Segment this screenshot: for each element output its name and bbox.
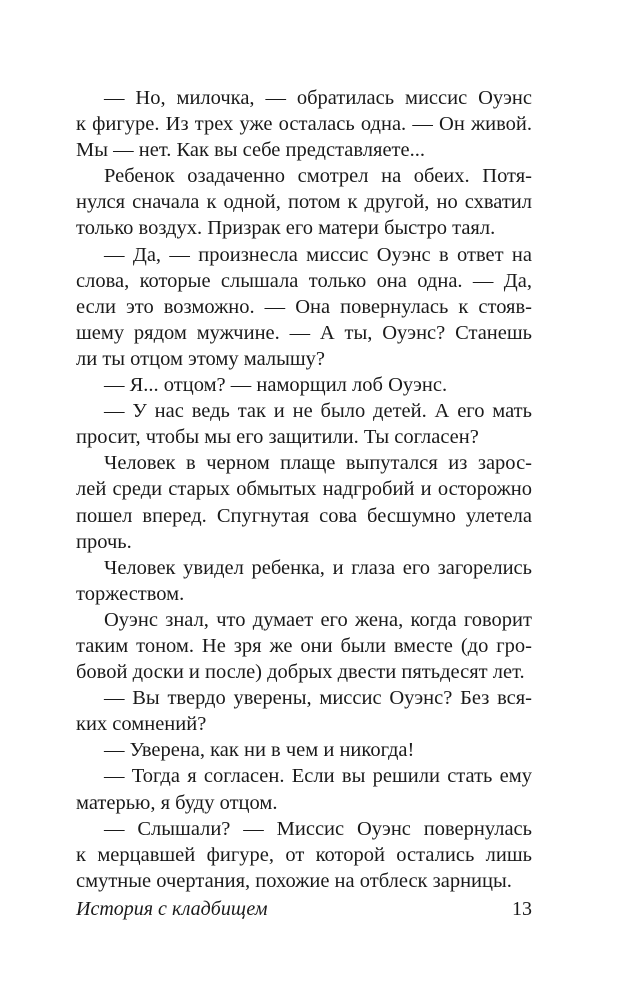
paragraph <box>76 816 532 894</box>
paragraph <box>76 763 532 815</box>
text-line: лей среди старых обмытых надгробий и осторожно <box>76 478 532 501</box>
paragraph <box>76 737 532 763</box>
text-line: Мы — нет. Как вы себе представляете... <box>76 139 425 162</box>
text-line: Ребенок озадаченно смотрел на обеих. Потя- <box>104 165 532 188</box>
text-line: бовой доски и после) добрых двести пятьдесят лет. <box>76 661 525 684</box>
text-line: слова, которые слышала только она одна. — Да, <box>76 269 532 292</box>
paragraph <box>76 555 532 607</box>
paragraph <box>76 85 532 163</box>
text-line: нулся сначала к одной, потом к другой, но схватил <box>76 191 532 214</box>
running-title: История с кладбищем <box>76 898 268 920</box>
text-line: шему рядом мужчине. — А ты, Оуэнс? Станешь <box>76 321 532 344</box>
text-line: прочь. <box>76 530 132 553</box>
page-number: 13 <box>512 898 532 920</box>
text-line: — Слышали? — Миссис Оуэнс повернулась <box>104 817 532 840</box>
paragraph <box>76 607 532 685</box>
text-line: Человек увидел ребенка, и глаза его загорелись <box>104 556 532 579</box>
paragraph <box>76 163 532 241</box>
text-line: — Вы твердо уверены, миссис Оуэнс? Без вся- <box>104 687 532 710</box>
text-line: только воздух. Призрак его матери быстро таял. <box>76 217 496 240</box>
text-line: — Тогда я согласен. Если вы решили стать ему <box>104 765 532 788</box>
paragraph <box>76 242 532 372</box>
text-line: пошел вперед. Спугнутая сова бесшумно улетела <box>76 504 532 527</box>
text-line: ких сомнений? <box>76 713 207 736</box>
text-line: — Да, — произнесла миссис Оуэнс в ответ на <box>104 243 532 266</box>
text-line: матерью, я буду отцом. <box>76 791 278 814</box>
text-line: — Но, милочка, — обратилась миссис Оуэнс <box>104 87 532 109</box>
text-line: — Я... отцом? — наморщил лоб Оуэнс. <box>104 374 448 397</box>
paragraph <box>76 372 532 398</box>
text-line: смутные очертания, похожие на отблеск зарницы. <box>76 869 512 892</box>
text-line: если это возможно. — Она повернулась к стояв- <box>76 295 532 318</box>
text-line: к фигуре. Из трех уже осталась одна. — Он живой. <box>76 113 532 136</box>
body-text <box>76 85 532 894</box>
paragraph <box>76 450 532 554</box>
text-line: ли ты отцом этому малышу? <box>76 347 325 370</box>
text-line: — Уверена, как ни в чем и никогда! <box>104 739 415 762</box>
text-line: Человек в черном плаще выпутался из зарос- <box>104 452 532 475</box>
text-line: — У нас ведь так и не было детей. А его мать <box>104 400 532 423</box>
text-line: к мерцавшей фигуре, от которой остались лишь <box>76 843 532 866</box>
text-line: таким тоном. Не зря же они были вместе (до гро- <box>76 634 532 657</box>
paragraph <box>76 685 532 737</box>
text-line: просит, чтобы мы его защитили. Ты согласен? <box>76 426 479 449</box>
paragraph <box>76 398 532 450</box>
text-line: торжеством. <box>76 582 185 605</box>
text-line: Оуэнс знал, что думает его жена, когда говорит <box>104 608 532 631</box>
